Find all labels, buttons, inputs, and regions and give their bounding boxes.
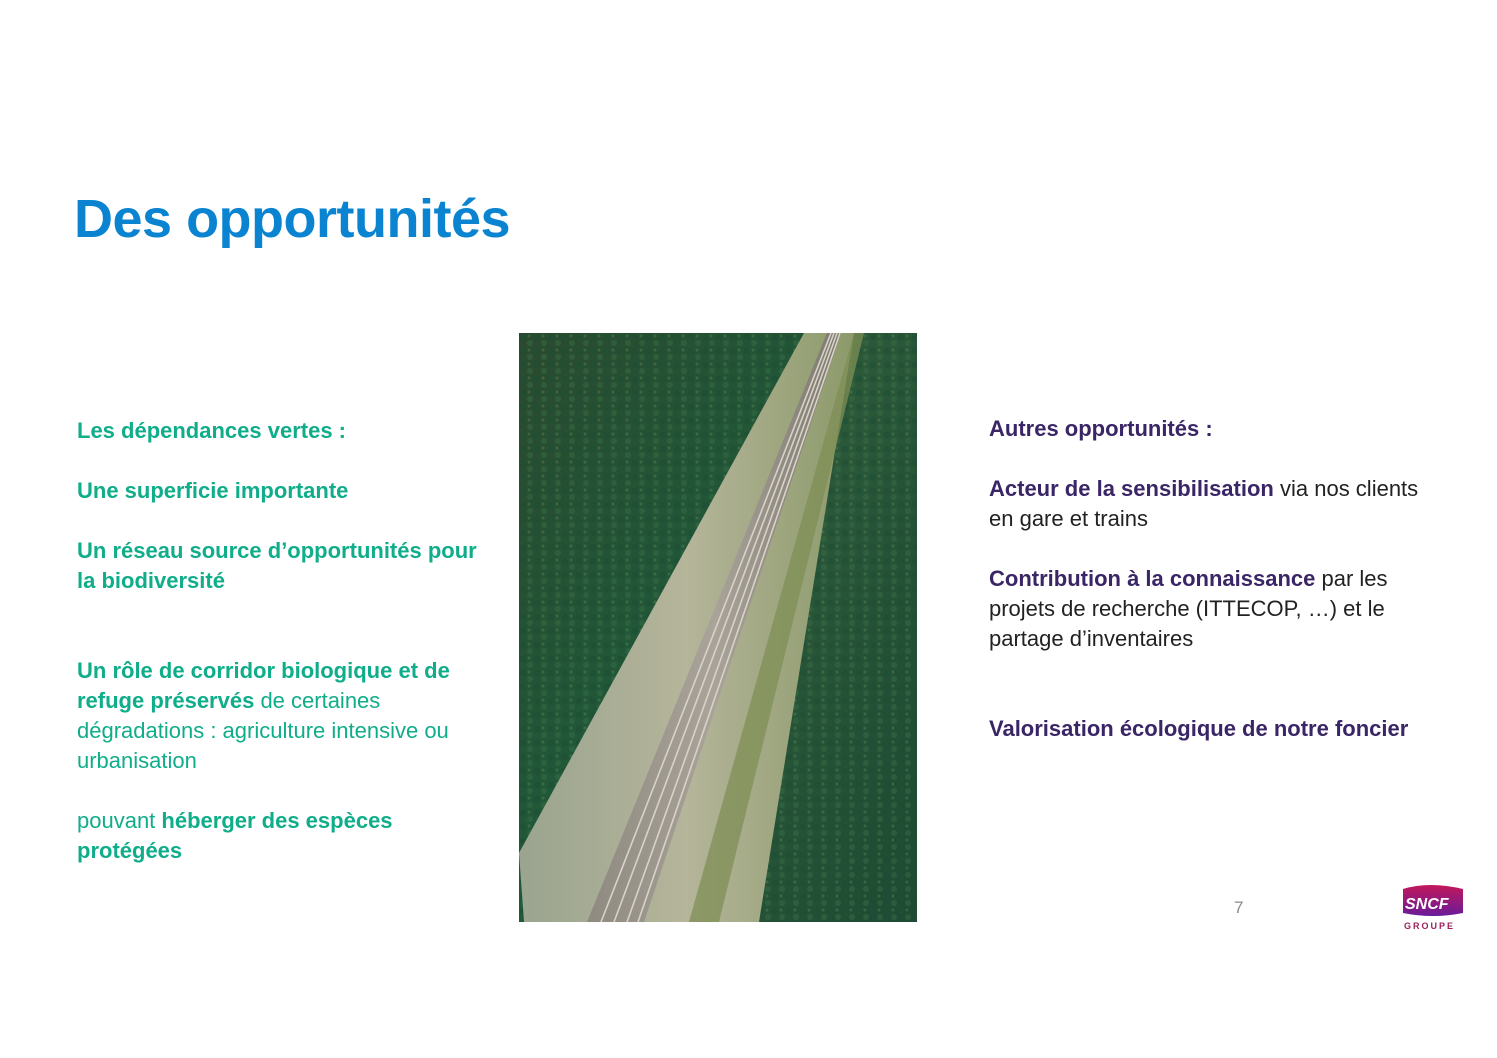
species-start-text: pouvant bbox=[77, 808, 162, 833]
left-point-corridor bbox=[77, 656, 497, 776]
left-heading: Les dépendances vertes : bbox=[77, 418, 347, 443]
green-dependencies-column bbox=[77, 416, 497, 866]
knowledge-rest-text: par les projets de recherche (ITTECOP, …) et le partage d’inventaires bbox=[989, 566, 1388, 651]
corridor-bold-text: Un rôle de corridor biologique et de refuge préservés bbox=[77, 658, 450, 713]
sncf-groupe-logo bbox=[1399, 883, 1465, 933]
railway-aerial-photo bbox=[519, 333, 917, 922]
left-point-surface: Une superficie importante bbox=[77, 478, 349, 503]
right-heading: Autres opportunités : bbox=[989, 416, 1213, 441]
awareness-bold-text: Acteur de la sensibilisation bbox=[989, 476, 1274, 501]
page-title: Des opportunités bbox=[74, 189, 511, 249]
left-point-network: Un réseau source d’opportunités pour la biodiversité bbox=[77, 538, 477, 593]
other-opportunities-column bbox=[989, 414, 1429, 744]
page-number: 7 bbox=[1234, 898, 1244, 917]
right-point-knowledge bbox=[989, 564, 1429, 654]
corridor-rest-text: de certaines dégradations : agriculture intensive ou urbanisation bbox=[77, 688, 449, 773]
svg-text:GROUPE: GROUPE bbox=[1404, 921, 1456, 931]
right-point-land-value: Valorisation écologique de notre foncier bbox=[989, 716, 1409, 741]
svg-text:SNCF: SNCF bbox=[1405, 896, 1449, 913]
awareness-rest-text: via nos clients en gare et trains bbox=[989, 476, 1419, 531]
species-bold-text: héberger des espèces protégées bbox=[77, 808, 393, 863]
knowledge-bold-text: Contribution à la connaissance bbox=[989, 566, 1316, 591]
left-point-species bbox=[77, 806, 497, 866]
right-point-awareness bbox=[989, 474, 1429, 534]
